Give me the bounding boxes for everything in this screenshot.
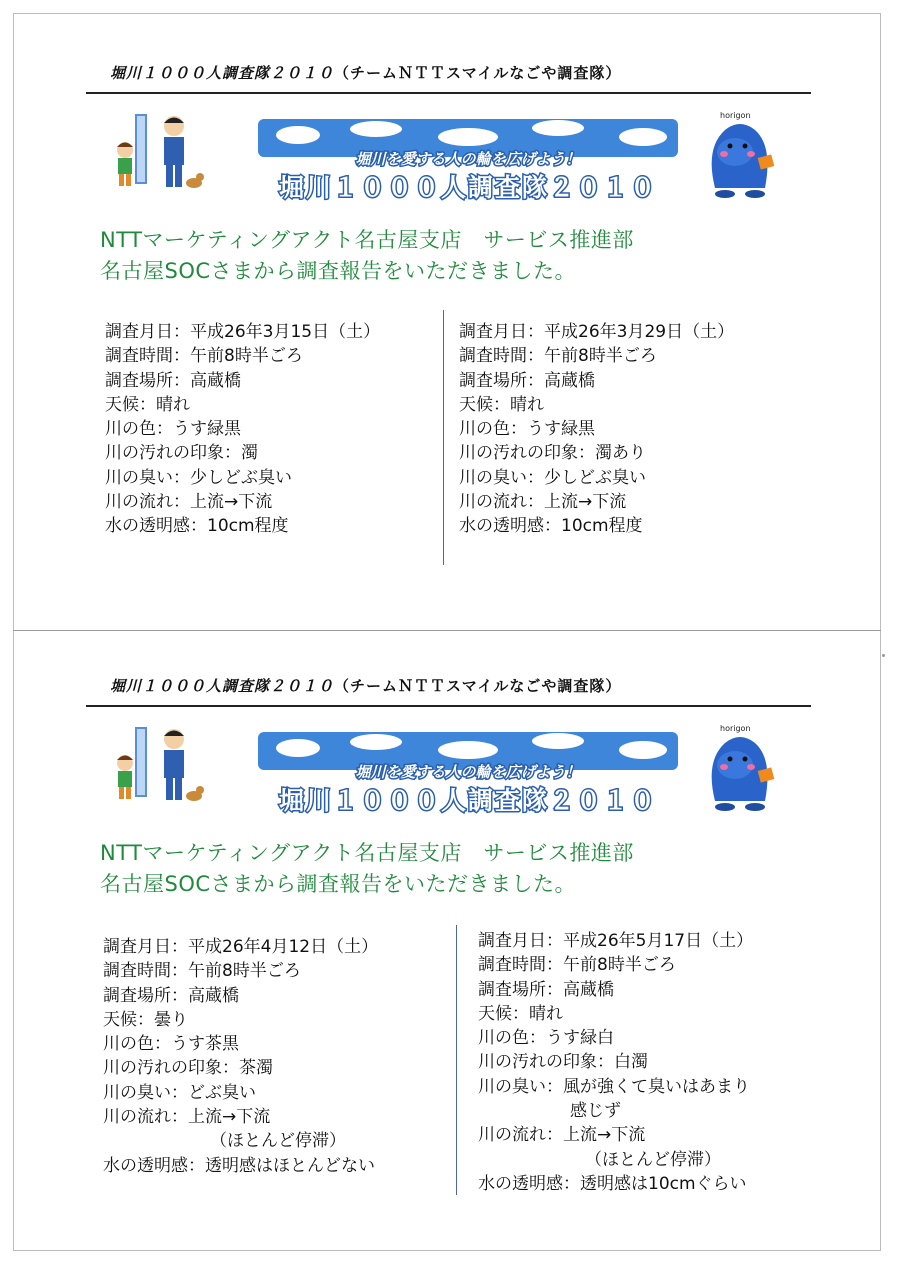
river-smell: 川の臭い：少しどぶ臭い [105,467,292,488]
survey-mar29 [459,320,734,539]
survey-place: 調査場所：高蔵橋 [103,985,239,1006]
river-flow: 川の流れ：上流→下流 [103,1107,271,1128]
river-flow: 川の流れ：上流→下流 [459,492,627,513]
banner-title: 堀川１０００人調査隊２０１０ [278,786,658,815]
intro-line-1: NTTマーケティングアクト名古屋支店 サービス推進部 [100,841,634,865]
survey-time: 調査時間：午前8時半ごろ [478,955,676,976]
survey-place: 調査場所：高蔵橋 [105,370,241,391]
river-color: 川の色：うす緑白 [478,1028,614,1049]
section-divider [13,630,881,631]
intro-line-2: 名古屋SOCさまから調査報告をいただきました。 [100,259,577,283]
river-flow-note: （ほとんど停滞） [210,1131,346,1152]
mascot-label: horigon [720,724,751,733]
survey-weather: 天候：晴れ [459,394,544,415]
survey-date: 調査月日：平成26年5月17日（土） [478,931,754,951]
water-clarity: 水の透明感：10cm程度 [105,516,289,537]
survey-mar15 [105,320,380,539]
river-color: 川の色：うす緑黒 [105,419,241,440]
survey-time: 調査時間：午前8時半ごろ [459,346,657,367]
river-smell: 川の臭い：どぶ臭い [103,1082,256,1103]
intro-line-2: 名古屋SOCさまから調査報告をいただきました。 [100,872,577,896]
river-dirt: 川の汚れの印象：濁あり [459,443,646,464]
horigon-mascot [695,721,785,813]
banner-image [258,726,678,818]
river-smell-cont: 感じず [570,1101,621,1122]
column-divider [443,310,444,565]
mascot-label: horigon [720,111,751,120]
report-header [110,62,621,83]
banner-slogan: 堀川を愛する人の輪を広げよう！ [355,150,581,168]
banner-title: 堀川１０００人調査隊２０１０ [278,173,658,202]
column-divider [456,925,457,1195]
header-title: 堀川１０００人調査隊２０１０ [110,677,335,695]
report-header [110,675,621,696]
banner-image [258,113,678,205]
kids-illustration [112,110,207,194]
scan-speck [882,654,885,657]
horigon-mascot [695,108,785,200]
header-title: 堀川１０００人調査隊２０１０ [110,64,335,82]
water-clarity: 水の透明感：10cm程度 [459,516,643,537]
header-rule [86,92,811,94]
survey-time: 調査時間：午前8時半ごろ [105,346,303,367]
header-team: （チームＮＴＴスマイルなごや調査隊） [334,677,622,695]
river-dirt: 川の汚れの印象：茶濁 [103,1058,273,1079]
survey-weather: 天候：曇り [103,1009,188,1030]
survey-place: 調査場所：高蔵橋 [459,370,595,391]
survey-date: 調査月日：平成26年3月15日（土） [105,322,381,342]
survey-weather: 天候：晴れ [478,1003,563,1024]
survey-date: 調査月日：平成26年3月29日（土） [459,322,735,342]
river-color: 川の色：うす茶黒 [103,1034,239,1055]
river-dirt: 川の汚れの印象：濁 [105,443,258,464]
banner-slogan: 堀川を愛する人の輪を広げよう！ [355,763,581,781]
survey-date: 調査月日：平成26年4月12日（土） [103,937,379,957]
survey-place: 調査場所：高蔵橋 [478,979,614,1000]
kids-illustration [112,723,207,807]
river-color: 川の色：うす緑黒 [459,419,595,440]
river-flow-note: （ほとんど停滞） [585,1149,721,1170]
river-flow: 川の流れ：上流→下流 [478,1125,646,1146]
survey-time: 調査時間：午前8時半ごろ [103,961,301,982]
river-flow: 川の流れ：上流→下流 [105,492,273,513]
river-smell: 川の臭い：少しどぶ臭い [459,467,646,488]
water-clarity: 水の透明感：透明感はほとんどない [103,1155,375,1176]
survey-apr12 [103,935,378,1178]
river-dirt: 川の汚れの印象：白濁 [478,1052,648,1073]
header-rule [86,705,811,707]
water-clarity: 水の透明感：透明感は10cmぐらい [478,1173,747,1194]
header-team: （チームＮＴＴスマイルなごや調査隊） [334,64,622,82]
survey-may17 [478,929,753,1196]
survey-weather: 天候：晴れ [105,394,190,415]
intro-line-1: NTTマーケティングアクト名古屋支店 サービス推進部 [100,228,634,252]
river-smell: 川の臭い：風が強くて臭いはあまり [478,1076,750,1097]
